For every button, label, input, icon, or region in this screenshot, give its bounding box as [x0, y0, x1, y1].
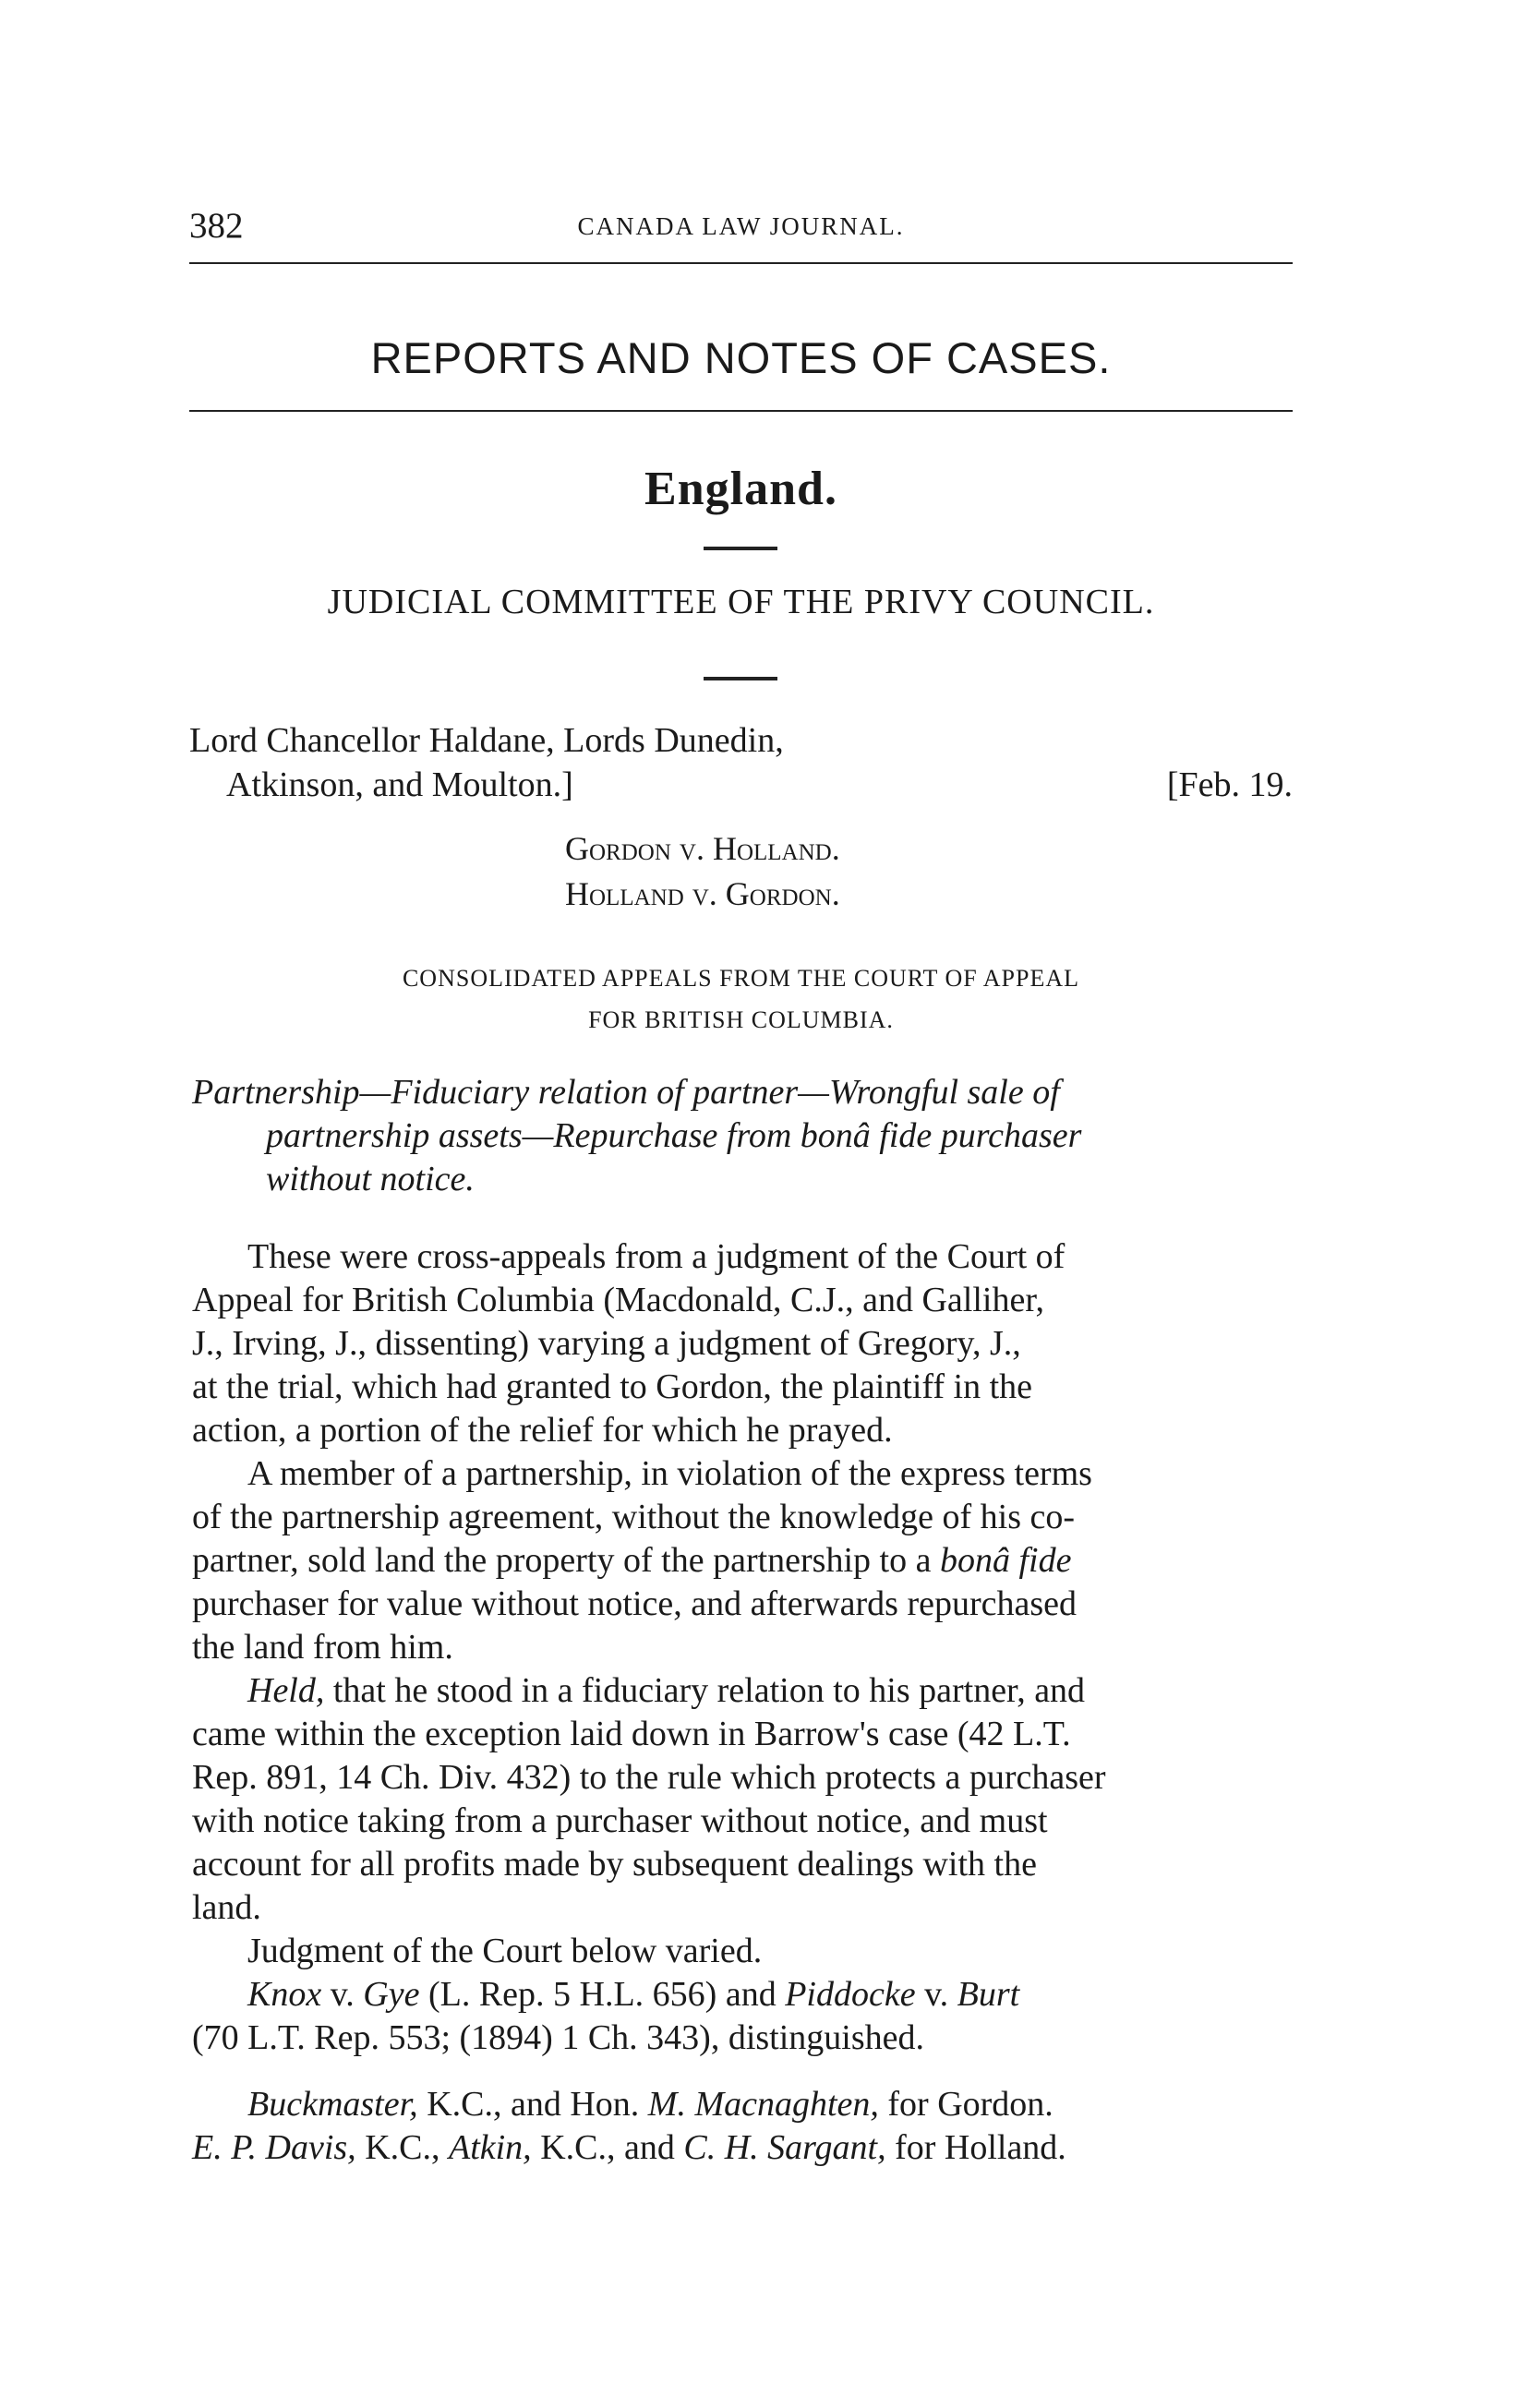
country-heading: England. [644, 463, 837, 515]
p5-v-2: v. [915, 1975, 957, 2014]
consolidated-line-1: CONSOLIDATED APPEALS FROM THE COURT OF APPEAL [402, 965, 1080, 992]
headnote-line-1: Partnership—Fiduciary relation of partner—Wrongful sale of [192, 1073, 1060, 1112]
page-number: 382 [189, 206, 244, 246]
counsel-text-2: for Gordon. [878, 2085, 1053, 2124]
running-head [189, 205, 1293, 251]
p2-line-2: of the partnership agreement, without the knowledge of his co- [192, 1498, 1076, 1536]
p2-line-1: A member of a partnership, in violation of the express terms [247, 1454, 1092, 1493]
p3-line-5: account for all profits made by subsequent dealings with the [192, 1845, 1037, 1884]
court-heading: JUDICIAL COMMITTEE OF THE PRIVY COUNCIL. [327, 583, 1155, 621]
case-name-1: Gordon v. Holland. [565, 830, 840, 867]
p2-line-4: purchaser for value without notice, and afterwards repurchased [192, 1584, 1078, 1623]
consolidated-line-2: FOR BRITISH COLUMBIA. [588, 1006, 894, 1033]
short-rule-1 [704, 547, 777, 550]
p5-citation-1: (L. Rep. 5 H.L. 656) and [419, 1975, 786, 2014]
p1-line-2: Appeal for British Columbia (Macdonald, C.J., and Galliher, [192, 1281, 1044, 1319]
p2-line-3 [192, 1539, 1295, 1583]
counsel-text-1: K.C., and Hon. [417, 2085, 648, 2124]
p5-line-1 [247, 1973, 1295, 2017]
counsel-sargant: C. H. Sargant, [683, 2128, 886, 2167]
section-title: REPORTS AND NOTES OF CASES. [370, 333, 1112, 382]
short-rule-2 [704, 677, 777, 680]
headnote-line-3: without notice. [266, 1160, 475, 1198]
decision-date: [Feb. 19. [1166, 765, 1293, 804]
p1-line-3: J., Irving, J., dissenting) varying a judgment of Gregory, J., [192, 1324, 1021, 1363]
coram-line-1: Lord Chancellor Haldane, Lords Dunedin, [189, 721, 784, 760]
bona-fide-phrase: bonâ fide [939, 1541, 1072, 1580]
header-rule [189, 262, 1293, 264]
p3-line-6: land. [192, 1888, 261, 1927]
counsel-line-1 [247, 2083, 1295, 2126]
journal-title: CANADA LAW JOURNAL. [577, 212, 905, 240]
coram-line-2: Atkinson, and Moulton.] [226, 765, 573, 804]
counsel-line-2 [192, 2126, 1295, 2170]
case-name-2: Holland v. Gordon. [565, 875, 840, 912]
case-piddocke: Piddocke [785, 1975, 916, 2014]
p2-line-5: the land from him. [192, 1628, 453, 1667]
headnote-line-2: partnership assets—Repurchase from bonâ fide purchaser [266, 1116, 1082, 1155]
p1-line-1: These were cross-appeals from a judgment of the Court of [247, 1237, 1065, 1276]
p3-line-4: with notice taking from a purchaser without notice, and must [192, 1801, 1048, 1840]
counsel-atkin: Atkin, [448, 2128, 532, 2167]
section-rule [189, 410, 1293, 412]
counsel-macnaghten: M. Macnaghten, [647, 2085, 879, 2124]
p5-v-1: v. [321, 1975, 364, 2014]
counsel-text-3: K.C., [355, 2128, 449, 2167]
p1-line-4: at the trial, which had granted to Gordon, the plaintiff in the [192, 1367, 1032, 1406]
p1-line-5: action, a portion of the relief for which he prayed. [192, 1411, 893, 1450]
case-burt: Burt [957, 1975, 1020, 2014]
p5-line-2: (70 L.T. Rep. 553; (1894) 1 Ch. 343), distinguished. [192, 2018, 925, 2057]
counsel-davis: E. P. Davis, [192, 2128, 356, 2167]
counsel-text-4: K.C., and [531, 2128, 684, 2167]
p3-line-2: came within the exception laid down in Barrow's case (42 L.T. [192, 1715, 1071, 1753]
p3-line-1-text: that he stood in a fiduciary relation to his partner, and [324, 1671, 1086, 1710]
p2-line-3-text: partner, sold land the property of the partnership to a [192, 1541, 940, 1580]
case-gye: Gye [363, 1975, 420, 2014]
case-knox: Knox [247, 1975, 322, 2014]
p4-line-1: Judgment of the Court below varied. [247, 1932, 763, 1970]
p3-line-1 [247, 1669, 1295, 1713]
counsel-text-5: for Holland. [885, 2128, 1066, 2167]
held-word: Held, [247, 1671, 325, 1710]
headnote [192, 1071, 1295, 1201]
counsel-buckmaster: Buckmaster, [247, 2085, 418, 2124]
p3-line-3: Rep. 891, 14 Ch. Div. 432) to the rule which protects a purchaser [192, 1758, 1106, 1797]
